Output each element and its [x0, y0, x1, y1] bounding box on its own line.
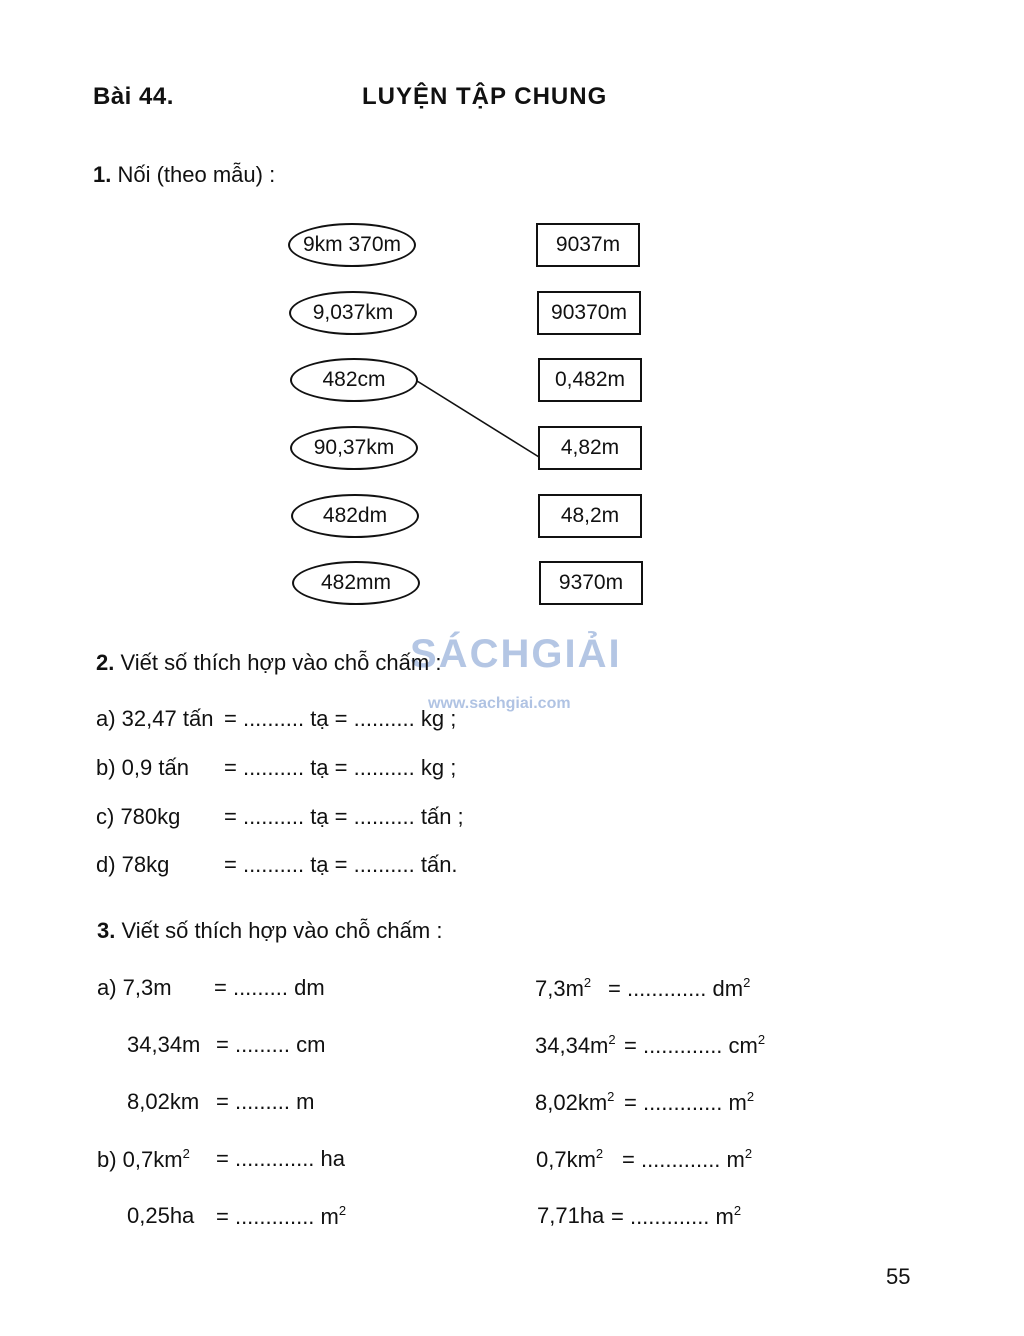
ex3-right-4-rest: = ............. m — [622, 1147, 745, 1172]
ex2-row-c-label: c) 780kg — [96, 804, 181, 829]
page-title: LUYỆN TẬP CHUNG — [362, 83, 608, 110]
ex3-right-4-text: 0,7km — [536, 1147, 596, 1172]
ex3-right-1-text: 7,3m — [535, 976, 584, 1001]
ex3-right-2-blank — [624, 1032, 765, 1059]
ex3-right-5-rest-sup: 2 — [733, 1203, 742, 1218]
oval-item-1: 9km 370m — [288, 223, 416, 267]
ex2-row-b-blanks: = .......... tạ = .......... kg ; — [224, 755, 457, 780]
box-item-5: 48,2m — [538, 494, 642, 538]
box-item-1: 9037m — [536, 223, 640, 267]
ex3-right-4-label — [536, 1146, 603, 1173]
ex3-right-3-text: 8,02km — [535, 1090, 608, 1115]
ex3-right-3-rest: = ............. m — [624, 1090, 747, 1115]
ex3-right-1-sup: 2 — [583, 975, 592, 990]
ex2-row-d-blanks: = .......... tạ = .......... tấn. — [224, 852, 458, 877]
page-number: 55 — [886, 1264, 911, 1289]
ex3-right-1-label — [535, 975, 591, 1002]
ex3-right-4-rest-sup: 2 — [744, 1146, 753, 1161]
ex3-right-1-blank — [608, 975, 750, 1002]
box-item-2: 90370m — [537, 291, 641, 335]
ex3-right-3-sup: 2 — [607, 1089, 615, 1104]
ex3-right-4-blank — [622, 1146, 752, 1173]
exercise-1-number: 1. — [93, 162, 112, 187]
ex3-right-5-rest: = ............. m — [611, 1204, 734, 1229]
ex3-left-5-sup: 2 — [338, 1203, 347, 1218]
lesson-number: Bài 44. — [93, 83, 174, 110]
ex3-right-1-rest-sup: 2 — [743, 975, 751, 990]
exercise-3-number: 3. — [97, 918, 116, 943]
ex2-row-a-blanks: = .......... tạ = .......... kg ; — [224, 706, 457, 731]
ex3-right-5-blank — [611, 1203, 741, 1230]
exercise-2-number: 2. — [96, 650, 115, 675]
ex3-left-2-blank: = ......... cm — [216, 1032, 326, 1057]
ex3-left-1-label: a) 7,3m — [97, 975, 172, 1000]
ex3-right-3-label — [535, 1089, 614, 1116]
ex3-right-2-rest: = ............. cm — [624, 1033, 758, 1058]
ex3-right-3-blank — [624, 1089, 754, 1116]
ex3-right-3-rest-sup: 2 — [746, 1089, 755, 1104]
ex3-left-4-label — [97, 1146, 190, 1173]
ex3-left-1-blank: = ......... dm — [214, 975, 325, 1000]
ex3-right-2-label — [535, 1032, 616, 1059]
ex3-right-5-label: 7,71ha — [537, 1203, 605, 1228]
exercise-3-text: Viết số thích hợp vào chỗ chấm : — [115, 918, 443, 943]
exercise-2-text: Viết số thích hợp vào chỗ chấm : — [114, 650, 442, 675]
ex3-right-2-rest-sup: 2 — [757, 1032, 766, 1047]
ex3-right-2-sup: 2 — [608, 1032, 616, 1047]
box-item-3: 0,482m — [538, 358, 642, 402]
ex2-row-d-label: d) 78kg — [96, 852, 170, 877]
ex3-left-4-blank: = ............. ha — [216, 1146, 346, 1171]
ex3-left-5-label: 0,25ha — [127, 1203, 195, 1228]
ex2-row-b-label: b) 0,9 tấn — [96, 755, 189, 780]
oval-item-2: 9,037km — [289, 291, 417, 335]
exercise-3-prompt — [97, 918, 442, 944]
oval-item-3: 482cm — [290, 358, 418, 402]
exercise-1-text: Nối (theo mẫu) : — [111, 162, 276, 187]
sample-connector-line — [417, 381, 539, 457]
watermark-brand: SÁCHGIẢI — [410, 632, 622, 676]
ex3-left-2-label: 34,34m — [127, 1032, 201, 1057]
ex3-left-4-text: b) 0,7km — [97, 1147, 183, 1172]
box-item-4: 4,82m — [538, 426, 642, 470]
box-item-6: 9370m — [539, 561, 643, 605]
ex2-row-a-label: a) 32,47 tấn — [96, 706, 214, 731]
oval-item-5: 482dm — [291, 494, 419, 538]
ex3-right-1-rest: = ............. dm — [608, 976, 744, 1001]
ex3-left-3-label: 8,02km — [127, 1089, 200, 1114]
ex2-row-c-blanks: = .......... tạ = .......... tấn ; — [224, 804, 464, 829]
oval-item-4: 90,37km — [290, 426, 418, 470]
watermark-url: www.sachgiai.com — [428, 695, 571, 712]
ex3-right-2-text: 34,34m — [535, 1033, 609, 1058]
ex3-left-5-blank — [216, 1203, 346, 1230]
exercise-2-prompt — [96, 650, 441, 676]
oval-item-6: 482mm — [292, 561, 420, 605]
ex3-left-3-blank: = ......... m — [216, 1089, 315, 1114]
ex3-left-4-sup: 2 — [182, 1146, 190, 1161]
ex3-left-5-text: = ............. m — [216, 1204, 339, 1229]
ex3-right-4-sup: 2 — [595, 1146, 604, 1161]
